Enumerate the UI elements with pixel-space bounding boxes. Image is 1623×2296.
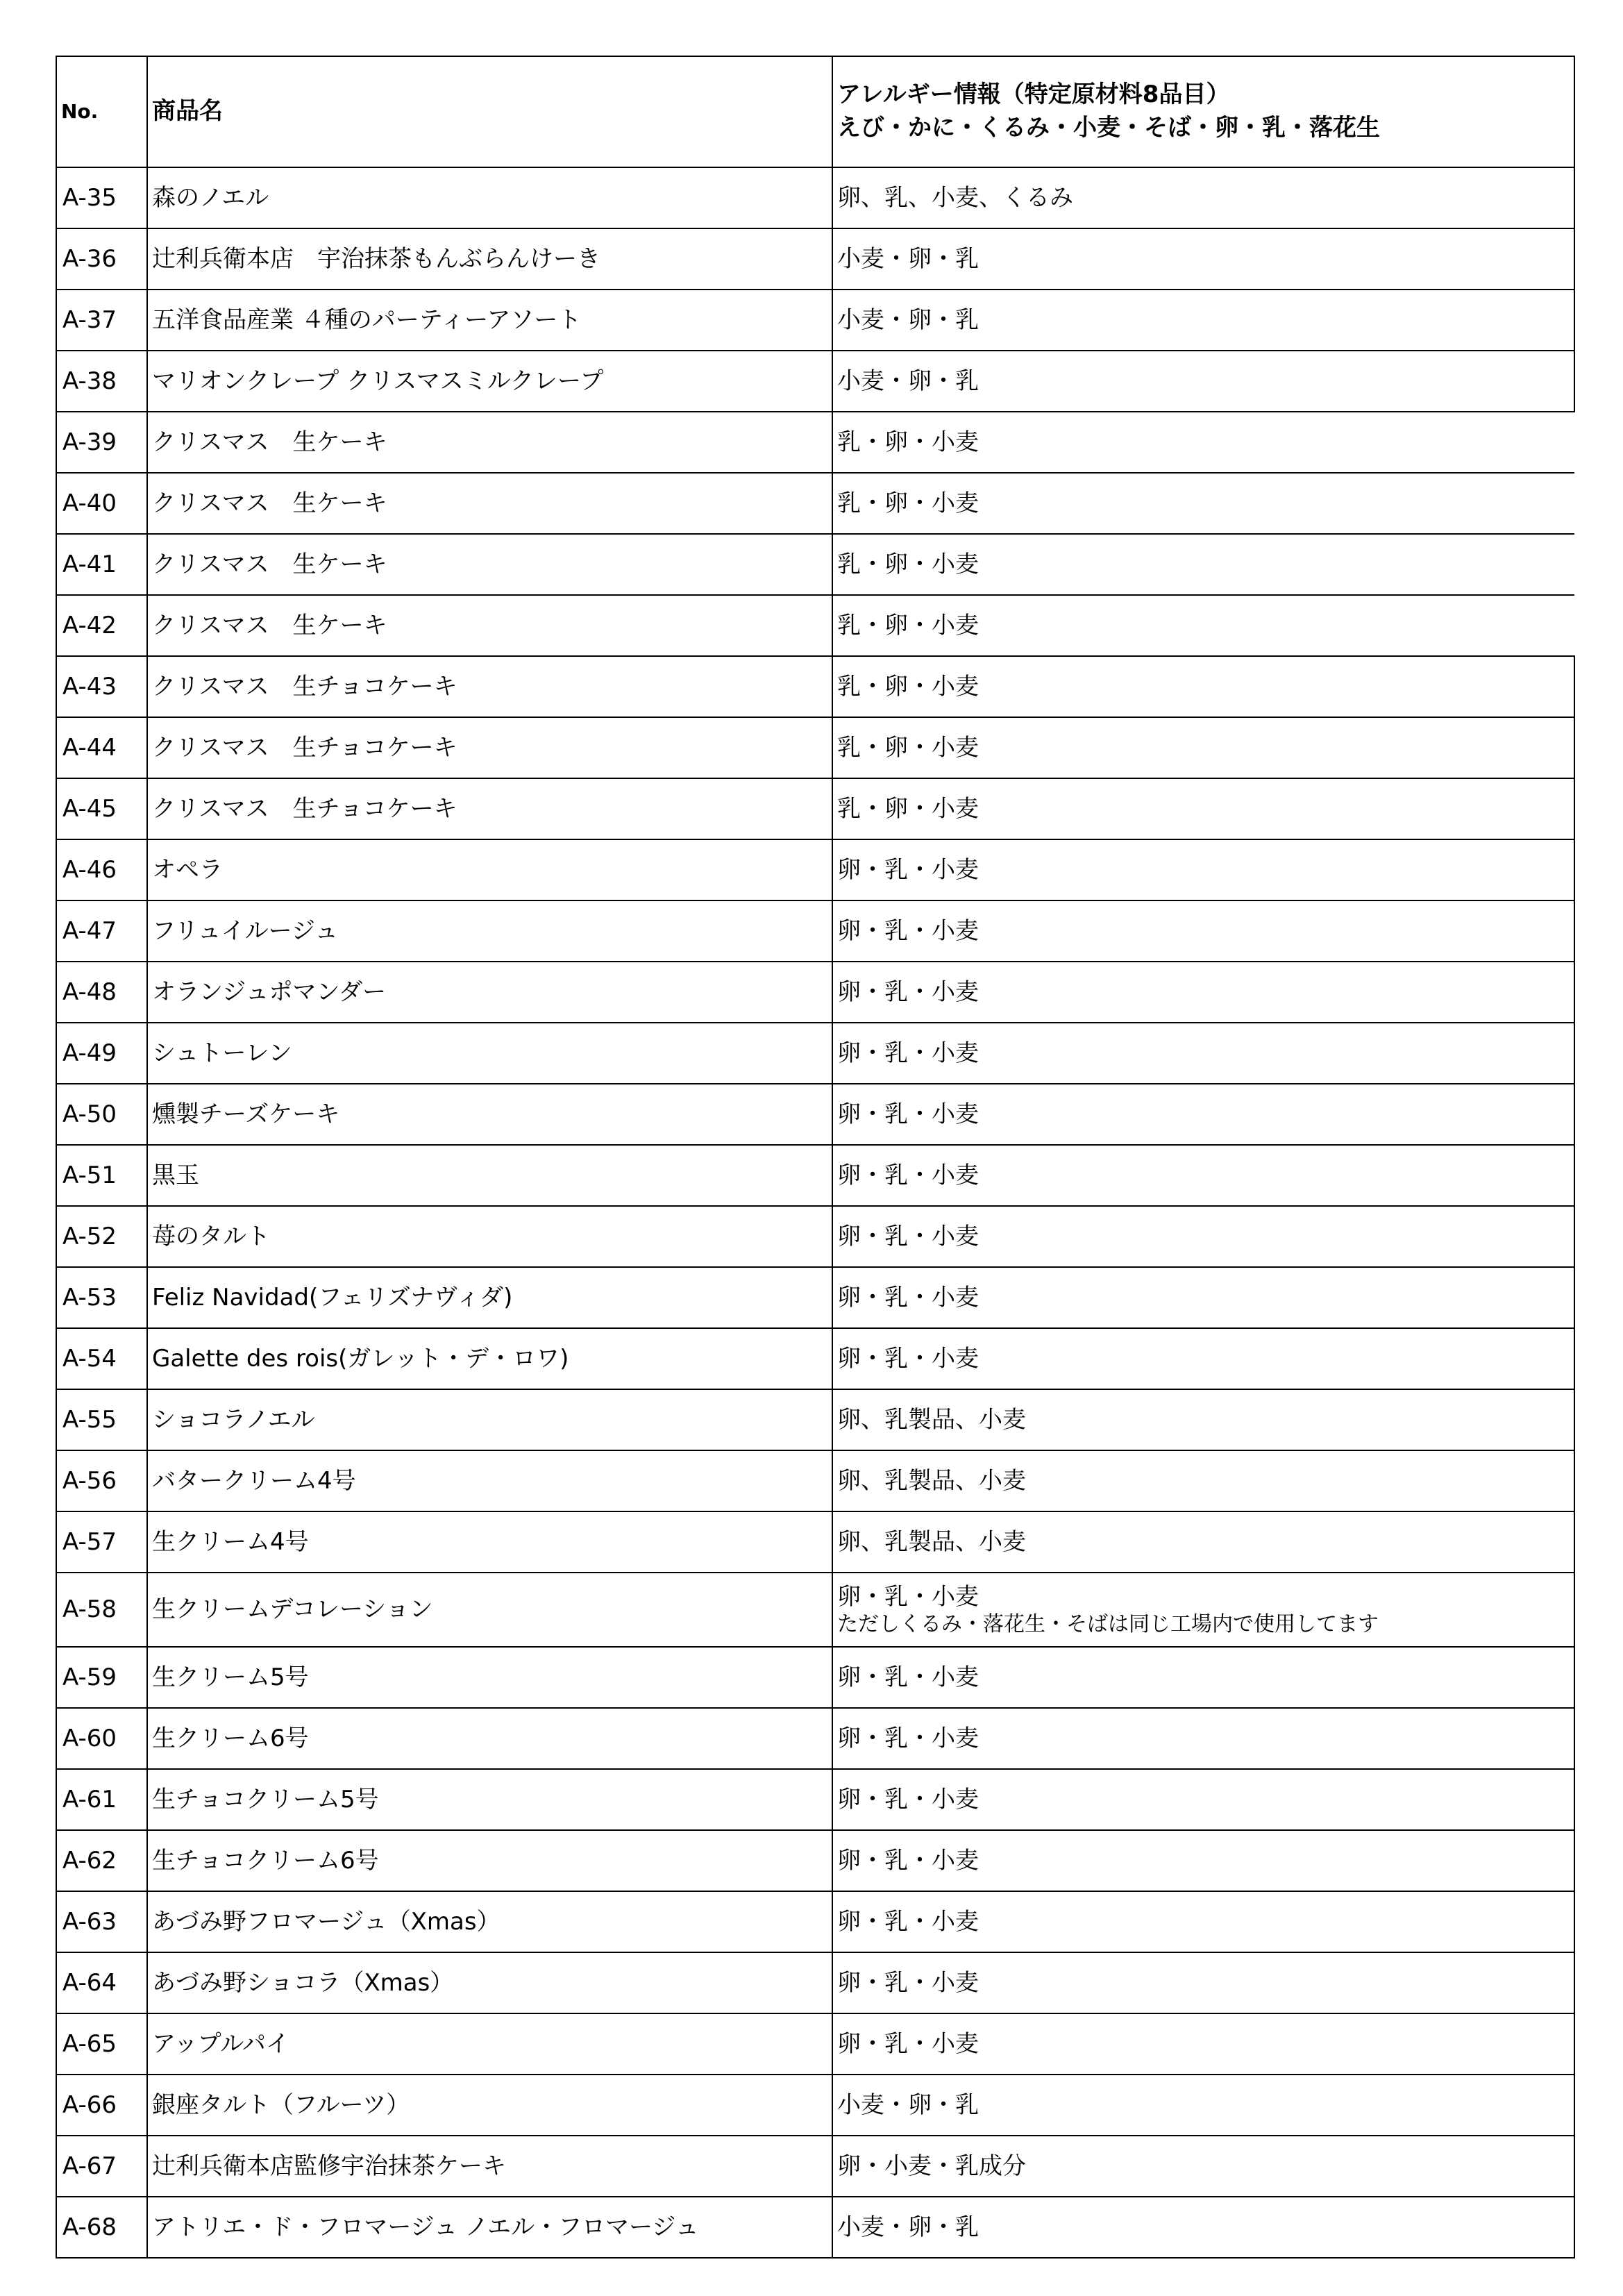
table-row bbox=[56, 595, 1574, 656]
table-row bbox=[56, 1145, 1574, 1206]
table-row bbox=[56, 1573, 1574, 1647]
table-row bbox=[56, 656, 1574, 717]
table-row bbox=[56, 962, 1574, 1023]
table-row bbox=[56, 1952, 1574, 2013]
table-row bbox=[56, 1206, 1574, 1267]
allergy-info: 卵・小麦・乳成分 bbox=[832, 2136, 1574, 2197]
allergy-info: 卵・乳・小麦 bbox=[832, 1830, 1574, 1891]
header-row bbox=[56, 56, 1574, 167]
row-number: A-35 bbox=[56, 167, 147, 228]
row-number: A-52 bbox=[56, 1206, 147, 1267]
product-name: ショコラノエル bbox=[147, 1389, 832, 1450]
product-name: クリスマス 生チョコケーキ bbox=[147, 717, 832, 778]
allergy-info: 卵・乳・小麦 bbox=[832, 1891, 1574, 1952]
row-number: A-60 bbox=[56, 1708, 147, 1769]
product-name: シュトーレン bbox=[147, 1023, 832, 1084]
table-row bbox=[56, 351, 1574, 412]
row-number: A-43 bbox=[56, 656, 147, 717]
row-number: A-39 bbox=[56, 412, 147, 473]
row-number: A-47 bbox=[56, 900, 147, 962]
table-row bbox=[56, 2013, 1574, 2075]
product-name: アップルパイ bbox=[147, 2013, 832, 2075]
product-name: 生クリーム6号 bbox=[147, 1708, 832, 1769]
allergy-info: 小麦・卵・乳 bbox=[832, 2075, 1574, 2136]
table-row bbox=[56, 1708, 1574, 1769]
allergy-info: 卵・乳・小麦 bbox=[832, 1206, 1574, 1267]
product-name: 五洋食品産業 ４種のパーティーアソート bbox=[147, 290, 832, 351]
product-name: マリオンクレープ クリスマスミルクレープ bbox=[147, 351, 832, 412]
allergy-table bbox=[56, 56, 1575, 2259]
product-name: 生クリームデコレーション bbox=[147, 1573, 832, 1647]
table-row bbox=[56, 228, 1574, 290]
table-row bbox=[56, 1511, 1574, 1573]
row-number: A-64 bbox=[56, 1952, 147, 2013]
allergy-info: 乳・卵・小麦 bbox=[832, 595, 1574, 656]
allergy-info: 卵、乳製品、小麦 bbox=[832, 1450, 1574, 1511]
table-row bbox=[56, 1769, 1574, 1830]
table-row bbox=[56, 778, 1574, 839]
table-row bbox=[56, 473, 1574, 534]
row-number: A-45 bbox=[56, 778, 147, 839]
product-name: あづみ野ショコラ（Xmas） bbox=[147, 1952, 832, 2013]
table-row bbox=[56, 2197, 1574, 2258]
row-number: A-62 bbox=[56, 1830, 147, 1891]
allergy-info: 小麦・卵・乳 bbox=[832, 290, 1574, 351]
product-name: 銀座タルト（フルーツ） bbox=[147, 2075, 832, 2136]
table-row bbox=[56, 1450, 1574, 1511]
table-row bbox=[56, 2075, 1574, 2136]
product-name: クリスマス 生ケーキ bbox=[147, 595, 832, 656]
row-number: A-56 bbox=[56, 1450, 147, 1511]
allergy-info: 卵・乳・小麦 bbox=[832, 1952, 1574, 2013]
row-number: A-53 bbox=[56, 1267, 147, 1328]
allergy-info: 乳・卵・小麦 bbox=[832, 412, 1574, 473]
row-number: A-48 bbox=[56, 962, 147, 1023]
product-name: オランジュポマンダー bbox=[147, 962, 832, 1023]
table-row bbox=[56, 900, 1574, 962]
product-name: クリスマス 生チョコケーキ bbox=[147, 656, 832, 717]
product-name: 生チョコクリーム5号 bbox=[147, 1769, 832, 1830]
allergy-info: 小麦・卵・乳 bbox=[832, 351, 1574, 412]
allergy-text: 卵・乳・小麦 bbox=[837, 1582, 979, 1611]
table-row bbox=[56, 534, 1574, 595]
row-number: A-37 bbox=[56, 290, 147, 351]
table-row bbox=[56, 717, 1574, 778]
allergy-info: 卵、乳製品、小麦 bbox=[832, 1511, 1574, 1573]
row-number: A-46 bbox=[56, 839, 147, 900]
product-name: 燻製チーズケーキ bbox=[147, 1084, 832, 1145]
allergy-info: 卵・乳・小麦 bbox=[832, 2013, 1574, 2075]
allergy-info: 乳・卵・小麦 bbox=[832, 473, 1574, 534]
row-number: A-61 bbox=[56, 1769, 147, 1830]
product-name: Feliz Navidad(フェリズナヴィダ) bbox=[147, 1267, 832, 1328]
table-row bbox=[56, 1084, 1574, 1145]
allergy-info: 卵・乳・小麦 bbox=[832, 1769, 1574, 1830]
allergy-info bbox=[832, 1573, 1574, 1647]
product-name: クリスマス 生ケーキ bbox=[147, 534, 832, 595]
table-row bbox=[56, 1023, 1574, 1084]
allergy-info: 卵・乳・小麦 bbox=[832, 1328, 1574, 1389]
row-number: A-66 bbox=[56, 2075, 147, 2136]
table-row bbox=[56, 412, 1574, 473]
row-number: A-42 bbox=[56, 595, 147, 656]
header-allergy-items: えび・かに・くるみ・小麦・そば・卵・乳・落花生 bbox=[837, 114, 1380, 142]
header-no: No. bbox=[56, 56, 147, 167]
allergy-info: 卵・乳・小麦 bbox=[832, 1023, 1574, 1084]
table-row bbox=[56, 839, 1574, 900]
product-name: 辻利兵衛本店監修宇治抹茶ケーキ bbox=[147, 2136, 832, 2197]
allergy-info: 卵・乳・小麦 bbox=[832, 839, 1574, 900]
allergy-info: 卵・乳・小麦 bbox=[832, 1145, 1574, 1206]
table-row bbox=[56, 1891, 1574, 1952]
product-name: Galette des rois(ガレット・デ・ロワ) bbox=[147, 1328, 832, 1389]
row-number: A-68 bbox=[56, 2197, 147, 2258]
row-number: A-44 bbox=[56, 717, 147, 778]
allergy-info: 小麦・卵・乳 bbox=[832, 2197, 1574, 2258]
row-number: A-54 bbox=[56, 1328, 147, 1389]
allergy-info: 卵・乳・小麦 bbox=[832, 962, 1574, 1023]
product-name: バタークリーム4号 bbox=[147, 1450, 832, 1511]
allergy-info: 乳・卵・小麦 bbox=[832, 534, 1574, 595]
table-row bbox=[56, 1647, 1574, 1708]
row-number: A-59 bbox=[56, 1647, 147, 1708]
allergy-info: 卵・乳・小麦 bbox=[832, 900, 1574, 962]
row-number: A-63 bbox=[56, 1891, 147, 1952]
row-number: A-55 bbox=[56, 1389, 147, 1450]
row-number: A-50 bbox=[56, 1084, 147, 1145]
product-name: 森のノエル bbox=[147, 167, 832, 228]
allergy-info: 卵・乳・小麦 bbox=[832, 1708, 1574, 1769]
allergy-note: ただしくるみ・落花生・そばは同じ工場内で使用してます bbox=[837, 1612, 1379, 1636]
allergy-info: 卵・乳・小麦 bbox=[832, 1647, 1574, 1708]
table-row bbox=[56, 1389, 1574, 1450]
allergy-info: 乳・卵・小麦 bbox=[832, 656, 1574, 717]
table-row bbox=[56, 1328, 1574, 1389]
product-name: 生クリーム4号 bbox=[147, 1511, 832, 1573]
allergy-info: 卵・乳・小麦 bbox=[832, 1267, 1574, 1328]
header-allergy-title: アレルギー情報（特定原材料8品目） bbox=[837, 81, 1230, 109]
table-row bbox=[56, 167, 1574, 228]
product-name: クリスマス 生ケーキ bbox=[147, 473, 832, 534]
row-number: A-51 bbox=[56, 1145, 147, 1206]
product-name: 生チョコクリーム6号 bbox=[147, 1830, 832, 1891]
row-number: A-38 bbox=[56, 351, 147, 412]
table-row bbox=[56, 290, 1574, 351]
product-name: 生クリーム5号 bbox=[147, 1647, 832, 1708]
row-number: A-36 bbox=[56, 228, 147, 290]
allergy-info: 卵、乳、小麦、くるみ bbox=[832, 167, 1574, 228]
product-name: アトリエ・ド・フロマージュ ノエル・フロマージュ bbox=[147, 2197, 832, 2258]
allergy-info: 卵、乳製品、小麦 bbox=[832, 1389, 1574, 1450]
product-name: 苺のタルト bbox=[147, 1206, 832, 1267]
header-allergy-info bbox=[832, 56, 1574, 167]
allergy-info: 乳・卵・小麦 bbox=[832, 717, 1574, 778]
table-body bbox=[56, 167, 1574, 2258]
product-name: クリスマス 生ケーキ bbox=[147, 412, 832, 473]
product-name: 黒玉 bbox=[147, 1145, 832, 1206]
header-product-name: 商品名 bbox=[147, 56, 832, 167]
row-number: A-49 bbox=[56, 1023, 147, 1084]
allergy-info: 乳・卵・小麦 bbox=[832, 778, 1574, 839]
product-name: あづみ野フロマージュ（Xmas） bbox=[147, 1891, 832, 1952]
table-header bbox=[56, 56, 1574, 167]
table-row bbox=[56, 1830, 1574, 1891]
product-name: オペラ bbox=[147, 839, 832, 900]
product-name: クリスマス 生チョコケーキ bbox=[147, 778, 832, 839]
allergy-info: 小麦・卵・乳 bbox=[832, 228, 1574, 290]
row-number: A-41 bbox=[56, 534, 147, 595]
row-number: A-65 bbox=[56, 2013, 147, 2075]
row-number: A-57 bbox=[56, 1511, 147, 1573]
table-row bbox=[56, 2136, 1574, 2197]
product-name: フリュイルージュ bbox=[147, 900, 832, 962]
product-name: 辻利兵衛本店 宇治抹茶もんぶらんけーき bbox=[147, 228, 832, 290]
row-number: A-40 bbox=[56, 473, 147, 534]
row-number: A-58 bbox=[56, 1573, 147, 1647]
allergy-info: 卵・乳・小麦 bbox=[832, 1084, 1574, 1145]
table-row bbox=[56, 1267, 1574, 1328]
row-number: A-67 bbox=[56, 2136, 147, 2197]
